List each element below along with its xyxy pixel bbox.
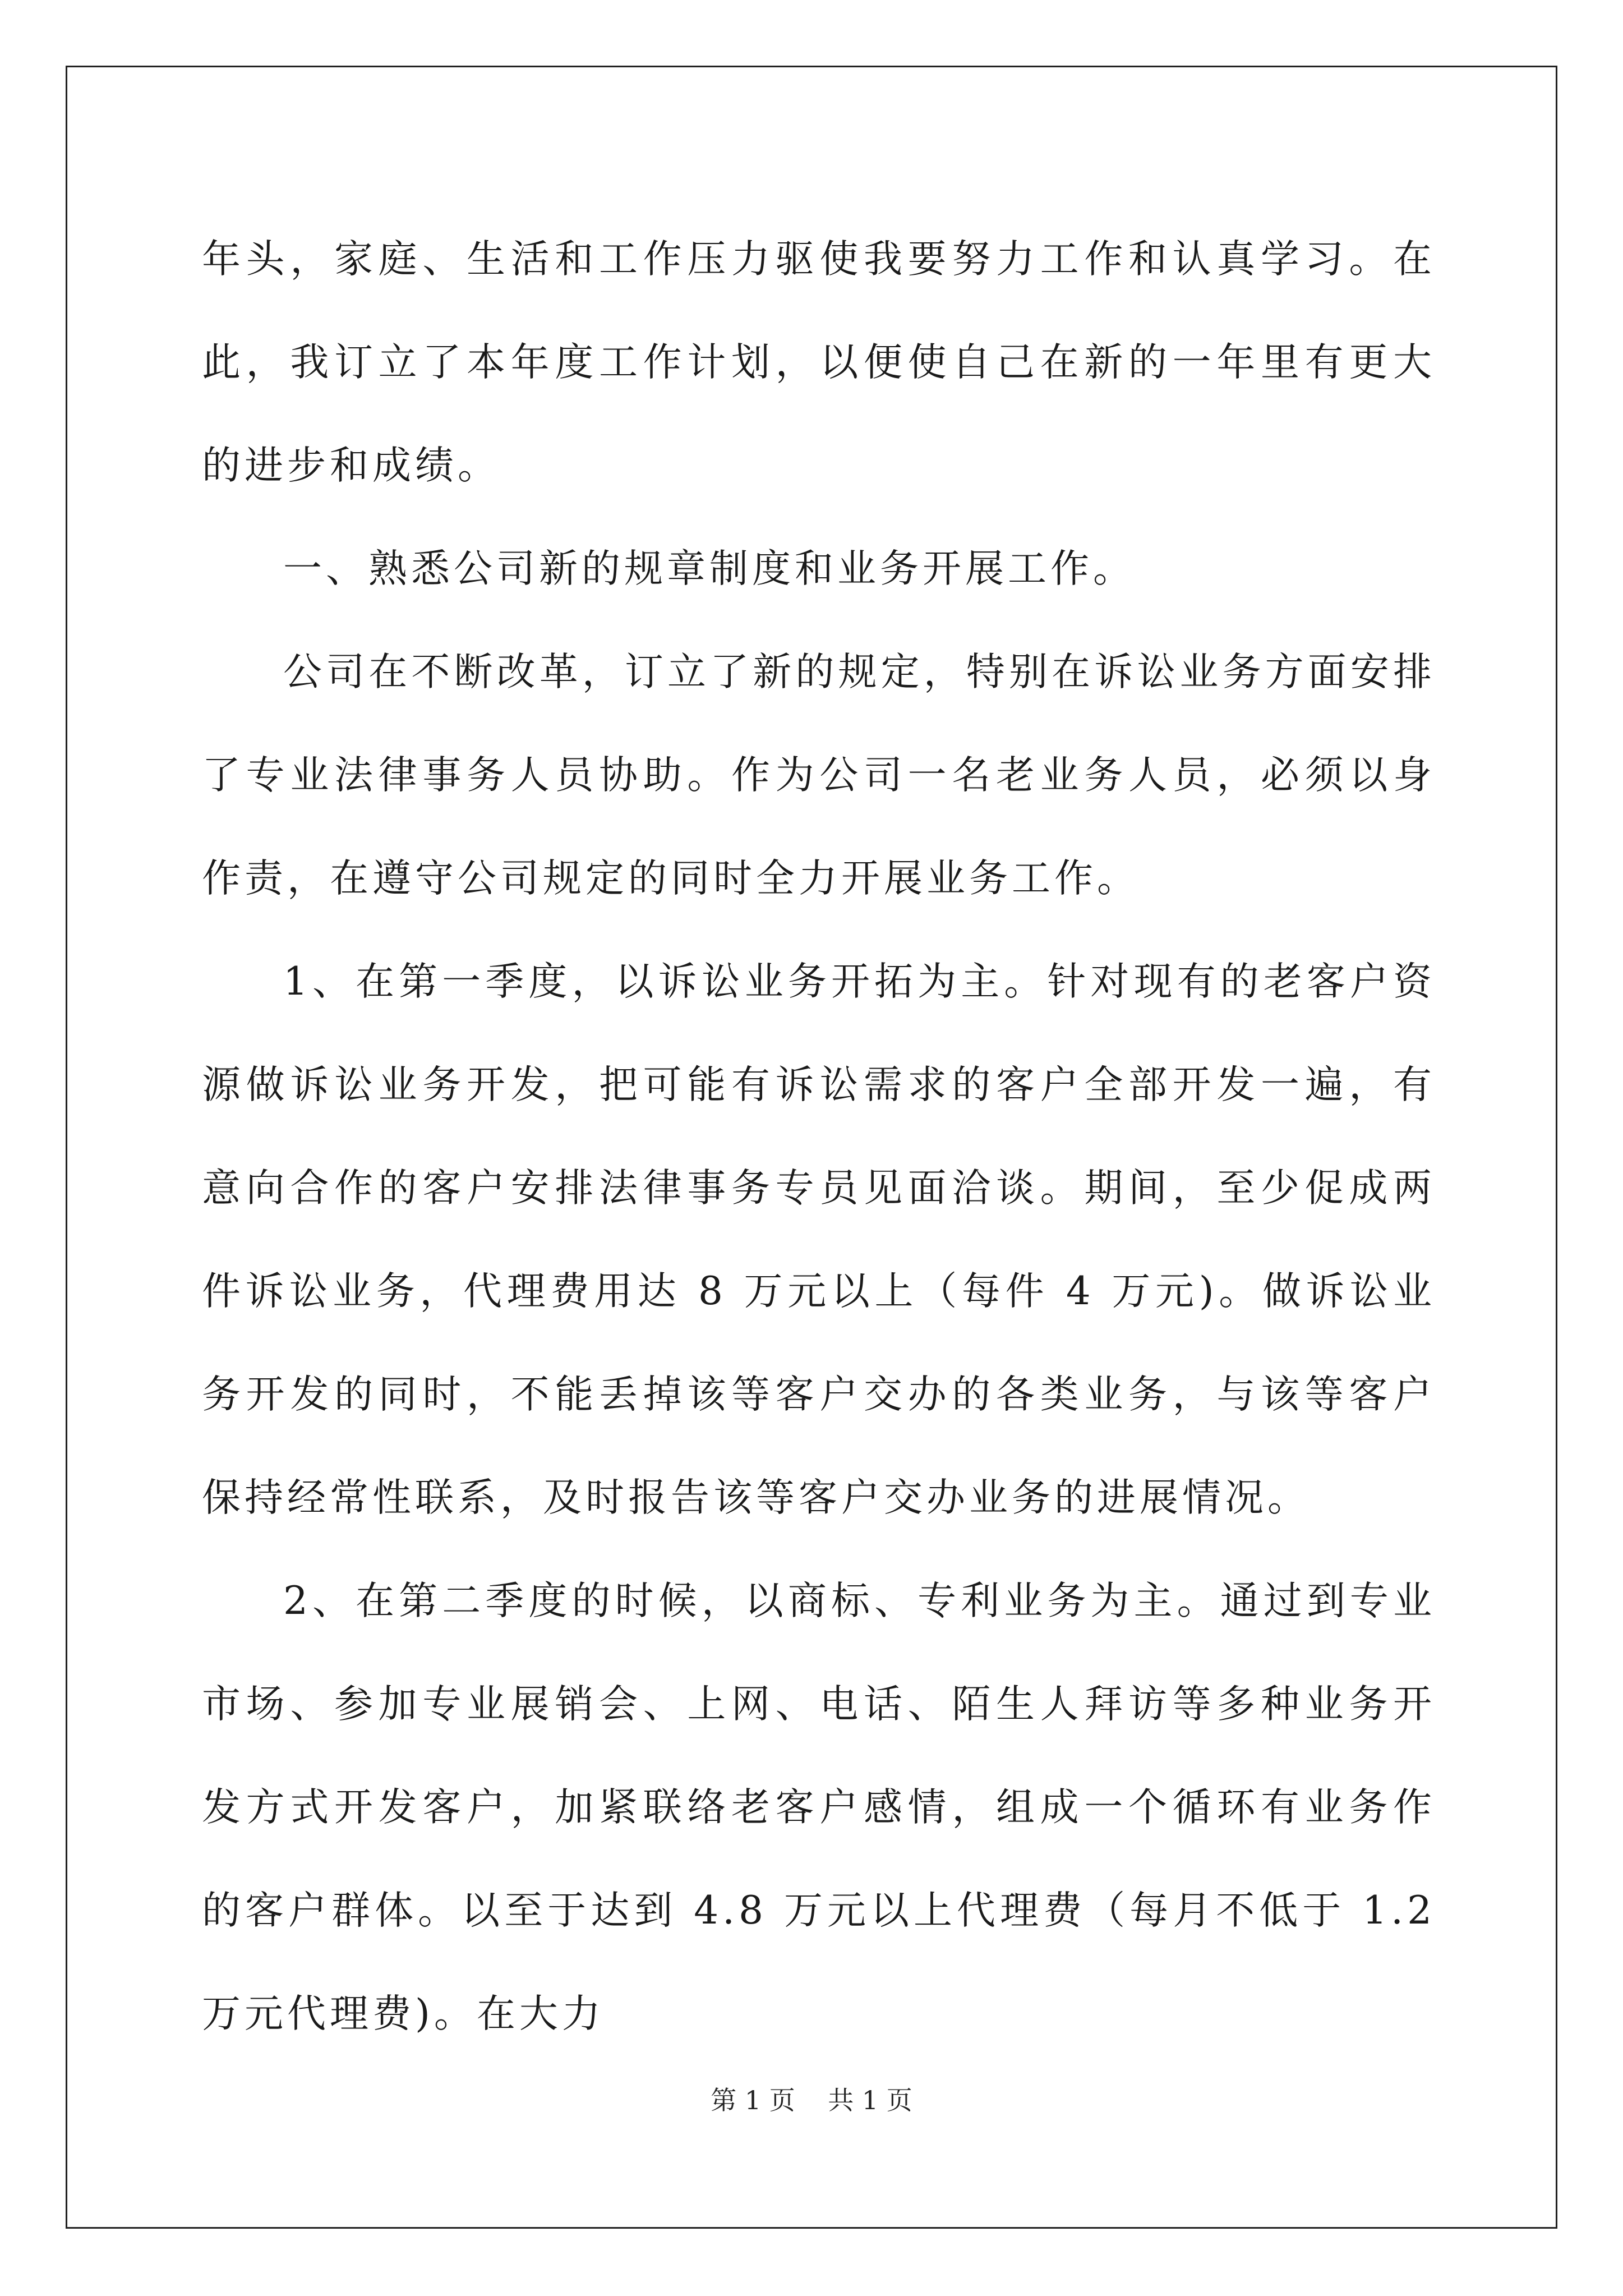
paragraph-first-quarter: 1、在第一季度，以诉讼业务开拓为主。针对现有的老客户资源做诉讼业务开发，把可能有诉讼需求的客户全部开发一遍，有意向合作的客户安排法律事务专员见面洽谈。期间，至少促成两件诉讼业务，代理费用达 8 万元以上（每件 4 万元)。做诉讼业务开发的同时，不能丢掉该等客户交办的各类业务，与该等客户保持经常性联系，及时报告该等客户交办业务的进展情况。 [202, 959, 1436, 1520]
page-number-footer: 第 1 页 共 1 页 [711, 2085, 912, 2115]
document-body [202, 208, 1436, 2065]
paragraph-intro: 年头，家庭、生活和工作压力驱使我要努力工作和认真学习。在此，我订立了本年度工作计划，以便使自己在新的一年里有更大的进步和成绩。 [202, 237, 1436, 488]
paragraph-section-heading: 一、熟悉公司新的规章制度和业务开展工作。 [283, 546, 1136, 591]
paragraph-second-quarter: 2、在第二季度的时候，以商标、专利业务为主。通过到专业市场、参加专业展销会、上网、电话、陌生人拜访等多种业务开发方式开发客户，加紧联络老客户感情，组成一个循环有业务作的客户群体。以至于达到 4.8 万元以上代理费（每月不低于 1.2 万元代理费)。在大力 [202, 1579, 1436, 2036]
paragraph-company-rules: 公司在不断改革，订立了新的规定，特别在诉讼业务方面安排了专业法律事务人员协助。作为公司一名老业务人员，必须以身作责，在遵守公司规定的同时全力开展业务工作。 [202, 650, 1436, 901]
